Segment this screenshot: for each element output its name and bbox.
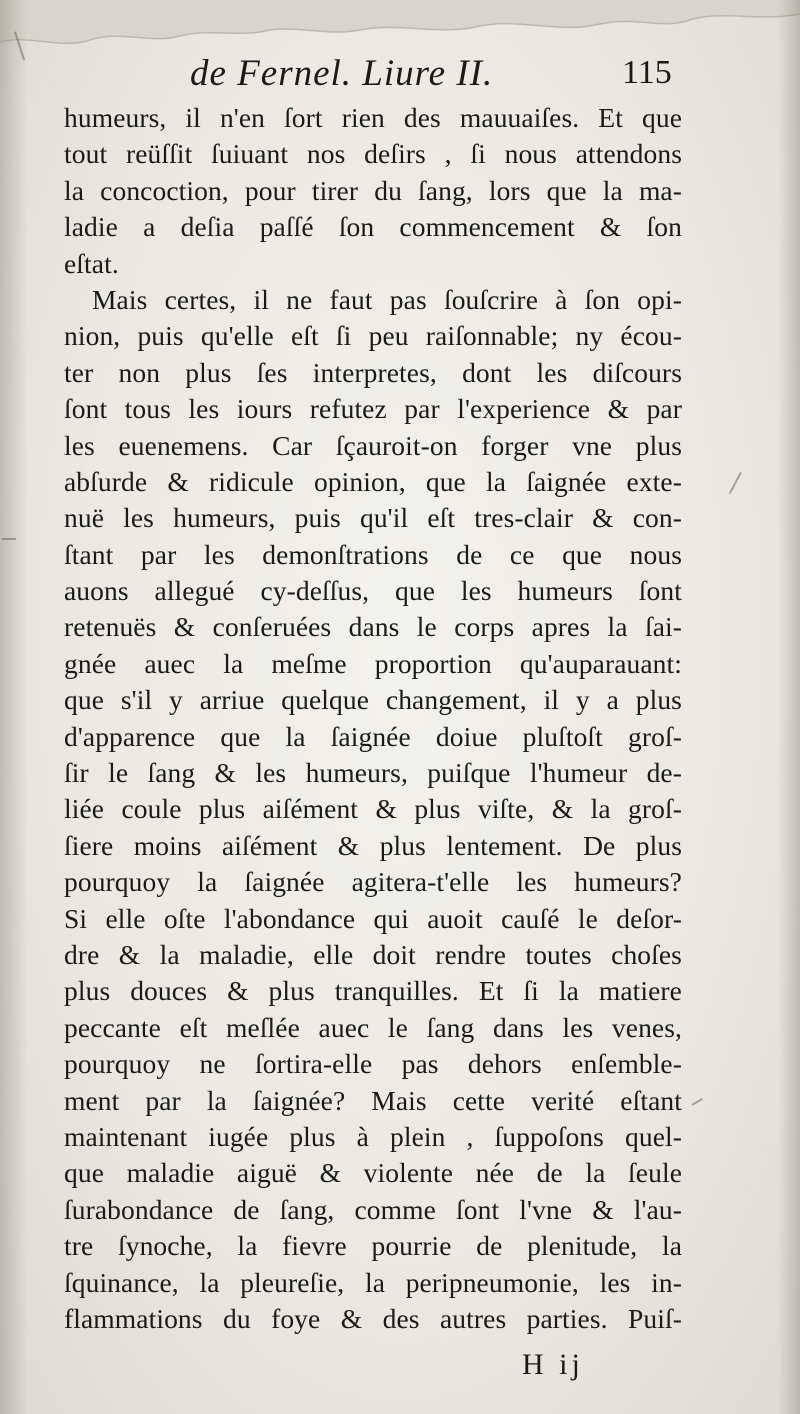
- margin-stroke: [2, 538, 16, 540]
- torn-top-edge: [0, 0, 800, 60]
- text-line: gnée auec la meſme proportion qu'auparauant:: [64, 647, 682, 679]
- text-line: les euenemens. Car ſçauroit-on forger vne plus: [64, 429, 682, 461]
- text-line: ſtant par les demonſtrations de ce que nous: [64, 538, 682, 570]
- text-line: abſurde & ridicule opinion, que la ſaignée exte-: [64, 465, 682, 497]
- text-line: ſont tous les iours refutez par l'experience & par: [64, 393, 682, 425]
- page-number: 115: [622, 54, 672, 91]
- text-line: tout reüſſit ſuiuant nos deſirs , ſi nous attendons: [64, 138, 682, 170]
- text-line: nion, puis qu'elle eſt ſi peu raiſonnable; ny écou-: [64, 320, 682, 352]
- text-line: la concoction, pour tirer du ſang, lors que la ma-: [64, 174, 682, 206]
- text-line: Si elle oſte l'abondance qui auoit cauſé le deſor-: [64, 902, 682, 934]
- text-line: ment par la ſaignée? Mais cette verité eſtant: [64, 1084, 682, 1116]
- text-line: humeurs, il n'en ſort rien des mauuaiſes. Et que: [64, 102, 682, 133]
- text-line: retenuës & conſeruées dans le corps apres la ſai-: [64, 611, 682, 643]
- running-head-title: de Fernel. Liure II.: [190, 53, 494, 94]
- text-line: tre ſynoche, la fievre pourrie de plenitude, la: [64, 1230, 682, 1262]
- text-line: dre & la maladie, elle doit rendre toutes choſes: [64, 938, 682, 970]
- text-line: plus douces & plus tranquilles. Et ſi la matiere: [64, 975, 682, 1007]
- text-line: peccante eſt meſlée auec le ſang dans les venes,: [64, 1011, 682, 1043]
- text-line: maintenant iugée plus à plein , ſuppoſons quel-: [64, 1120, 682, 1152]
- text-line: ſir le ſang & les humeurs, puiſque l'humeur de-: [64, 757, 682, 789]
- text-line: pourquoy la ſaignée agitera-t'elle les humeurs?: [64, 866, 682, 898]
- text-line: ladie a deſia paſſé ſon commencement & ſon: [64, 211, 682, 243]
- text-line: que maladie aiguë & violente née de la ſeule: [64, 1157, 682, 1189]
- body-text: [64, 100, 682, 1337]
- text-line: ſiere moins aiſément & plus lentement. De plus: [64, 829, 682, 861]
- running-head: [0, 52, 800, 92]
- margin-stroke: [692, 1098, 703, 1106]
- text-line: flammations du foye & des autres parties. Puiſ-: [64, 1302, 682, 1334]
- text-line: auons allegué cy-deſſus, que les humeurs ſont: [64, 575, 682, 607]
- text-line: nuë les humeurs, puis qu'il eſt tres-clair & con-: [64, 502, 682, 534]
- text-line: eſtat.: [64, 247, 119, 279]
- signature-mark: H ij: [522, 1348, 584, 1381]
- right-edge-shadow: [778, 0, 800, 1414]
- text-line: ſquinance, la pleureſie, la peripneumonie, les in-: [64, 1266, 682, 1298]
- text-line: pourquoy ne ſortira-elle pas dehors enſemble-: [64, 1048, 682, 1080]
- left-gutter-shadow: [0, 0, 28, 1414]
- text-line: ter non plus ſes interpretes, dont les diſcours: [64, 356, 682, 388]
- text-line: Mais certes, il ne faut pas ſouſcrire à ſon opi-: [92, 283, 682, 315]
- text-line: ſurabondance de ſang, comme ſont l'vne & l'au-: [64, 1193, 682, 1225]
- text-line: que s'il y arriue quelque changement, il y a plus: [64, 684, 682, 716]
- text-line: d'apparence que la ſaignée doiue pluſtoſt groſ-: [64, 720, 682, 752]
- text-line: liée coule plus aiſément & plus viſte, & la groſ-: [64, 793, 682, 825]
- margin-stroke: [729, 472, 742, 494]
